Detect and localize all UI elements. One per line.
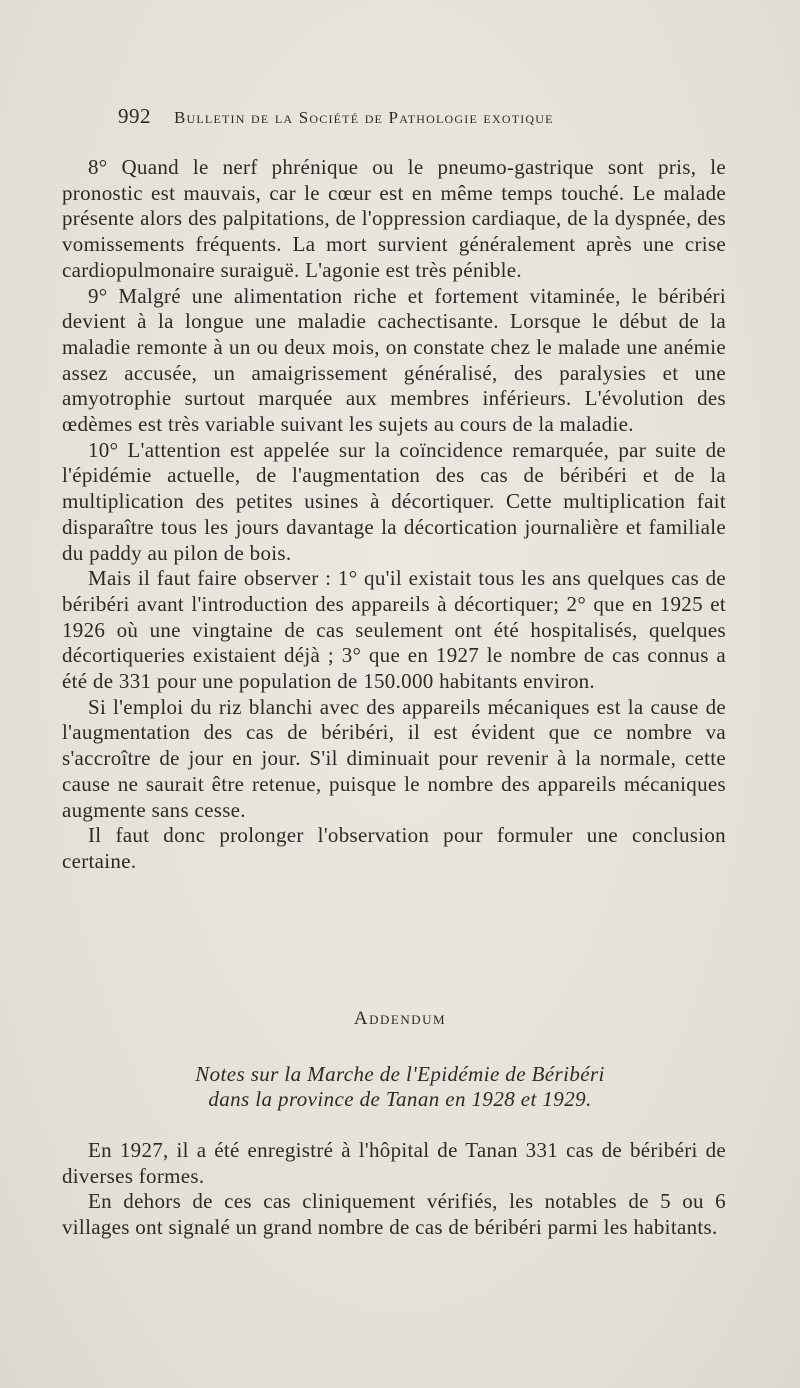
paragraph-conclusion: Il faut donc prolonger l'observation pour formuler une conclusion certaine.	[62, 823, 726, 873]
paragraph-8: 8° Quand le nerf phrénique ou le pneumo-gastrique sont pris, le pronostic est mauvais, car le cœur est en même temps touché. Le malade présente alors des palpitations, de l'oppression cardiaque, de la dyspnée, des vomissements fréquents. La mort survient généralement après une crise cardiopulmonaire suraiguë. L'agonie est très pénible.	[62, 155, 726, 282]
page-number: 992	[118, 104, 151, 128]
paragraph-10: 10° L'attention est appelée sur la coïncidence remarquée, par suite de l'épidémie actuelle, de l'augmentation des cas de béribéri et de la multiplication des petites usines à décortiquer. Cette multiplication fait disparaître tous les jours davantage la décortication journalière et familiale du paddy au pilon de bois.	[62, 437, 726, 565]
page-header	[118, 104, 722, 134]
addendum-subtitle-line-2: dans la province de Tanan en 1928 et 1929.	[208, 1087, 592, 1111]
addendum-paragraph-2: En dehors de ces cas cliniquement vérifiés, les notables de 5 ou 6 villages ont signalé un grand nombre de cas de béribéri parmi les habitants.	[62, 1189, 726, 1240]
addendum-subtitle	[0, 1062, 800, 1112]
paragraph-9: 9° Malgré une alimentation riche et fortement vitaminée, le béribéri devient à la longue une maladie cachectisante. Lorsque le début de la maladie remonte à un ou deux mois, on constate chez le malade une anémie assez accusée, un amaigrissement généralisé, des paralysies et une amyotrophie surtout marquée aux membres inférieurs. L'évolution des œdèmes est très variable suivant les sujets au cours de la maladie.	[62, 283, 726, 437]
paragraph-hypothesis: Si l'emploi du riz blanchi avec des appareils mécaniques est la cause de l'augmentation des cas de béribéri, il est évident que ce nombre va s'accroître de jour en jour. S'il diminuait pour revenir à la normale, cette cause ne saurait être retenue, puisque le nombre des appareils mécaniques augmente sans cesse.	[62, 694, 726, 822]
addendum-paragraph-1: En 1927, il a été enregistré à l'hôpital de Tanan 331 cas de béribéri de diverses formes.	[62, 1138, 726, 1188]
main-text	[62, 155, 726, 875]
paragraph-observations: Mais il faut faire observer : 1° qu'il existait tous les ans quelques cas de béribéri avant l'introduction des appareils à décortiquer; 2° que en 1925 et 1926 où une vingtaine de cas seulement ont été hospitalisés, quelques décortiqueries existaient déjà ; 3° que en 1927 le nombre de cas connus a été de 331 pour une population de 150.000 habitants environ.	[62, 566, 726, 694]
running-head: Bulletin de la Société de Pathologie exotique	[174, 108, 554, 127]
addendum-text	[62, 1138, 726, 1241]
addendum-subtitle-line-1: Notes sur la Marche de l'Epidémie de Béribéri	[195, 1062, 605, 1086]
addendum-heading: Addendum	[353, 1008, 447, 1029]
